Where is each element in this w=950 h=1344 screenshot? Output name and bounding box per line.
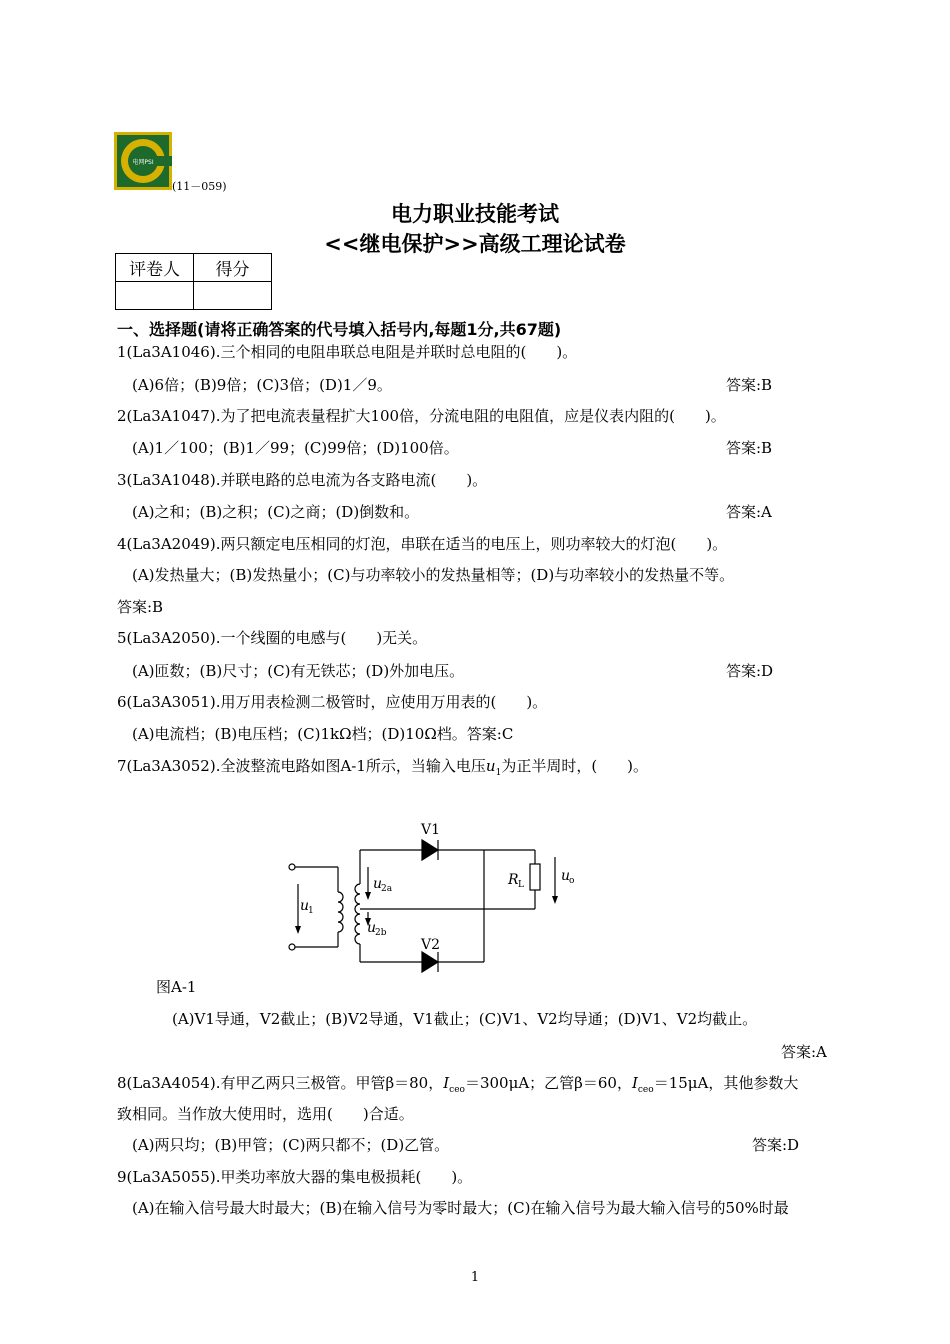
question-6: 6(La3A3051).用万用表检测二极管时，应使用万用表的( )。	[117, 693, 548, 711]
question-8-line2: 致相同。当作放大使用时，选用( )合适。	[117, 1105, 414, 1123]
question-8-part-c: ＝15μA，其他参数大	[653, 1074, 799, 1092]
input-terminal-top	[289, 864, 295, 870]
logo-text: 电网PSI	[132, 159, 154, 166]
u1-arrow	[295, 926, 301, 934]
question-1-answer: 答案:B	[726, 376, 773, 394]
label-rl-sub: L	[518, 880, 524, 890]
question-8-options: (A)两只均；(B)甲管；(C)两只都不；(D)乙管。	[132, 1136, 450, 1154]
label-u1: u	[300, 898, 310, 914]
question-7-suffix: 为正半周时，( )。	[501, 757, 649, 775]
title-line2: <<继电保护>>高级工理论试卷	[324, 232, 626, 256]
page-number: 1	[470, 1270, 480, 1285]
question-2-answer: 答案:B	[726, 439, 773, 457]
score-cell-score	[194, 282, 272, 310]
question-8-part-b: ＝300μA；乙管β＝60，	[464, 1074, 632, 1092]
score-cell-grader	[116, 282, 194, 310]
question-3-answer: 答案:A	[726, 503, 772, 521]
question-7	[117, 755, 648, 778]
label-u2b-sub: 2b	[375, 928, 387, 938]
question-4: 4(La3A2049).两只额定电压相同的灯泡，串联在适当的电压上，则功率较大的灯泡( )。	[117, 535, 728, 553]
score-table	[115, 253, 272, 310]
uo-arrow	[552, 896, 558, 904]
question-7-options: (A)V1导通，V2截止；(B)V2导通，V1截止；(C)V1、V2均导通；(D)V1、V2均截止。	[172, 1010, 758, 1028]
label-u1-sub: 1	[308, 906, 314, 916]
question-7-prefix: 7(La3A3052).全波整流电路如图A-1所示，当输入电压	[117, 757, 486, 775]
question-8-isub-a: ceo	[449, 1085, 465, 1095]
circuit-diagram	[270, 812, 590, 982]
question-8-isub-b: ceo	[637, 1085, 654, 1095]
question-1-options: (A)6倍；(B)9倍；(C)3倍；(D)1／9。	[132, 376, 392, 394]
question-9: 9(La3A5055).甲类功率放大器的集电极损耗( )。	[117, 1168, 473, 1186]
figure-label: 图A-1	[156, 978, 197, 996]
question-6-options: (A)电流档；(B)电压档；(C)1kΩ档；(D)10Ω档。答案:C	[132, 725, 514, 743]
question-9-options: (A)在输入信号最大时最大；(B)在输入信号为零时最大；(C)在输入信号为最大输入信号的50%时最	[132, 1199, 789, 1217]
question-7-sub: 1	[495, 768, 502, 778]
label-v1: V1	[421, 822, 441, 838]
score-header-grader: 评卷人	[116, 254, 194, 282]
label-uo-sub: o	[569, 876, 575, 886]
question-7-var: u	[485, 757, 496, 775]
question-3: 3(La3A1048).并联电路的总电流为各支路电流( )。	[117, 471, 488, 489]
label-u2a: u	[373, 876, 383, 892]
question-5-options: (A)匝数；(B)尺寸；(C)有无铁芯；(D)外加电压。	[132, 662, 465, 680]
load-resistor	[530, 864, 540, 890]
section-title: 一、选择题(请将正确答案的代号填入括号内,每题1分,共67题)	[117, 320, 562, 339]
question-8-part-a: 8(La3A4054).有甲乙两只三极管。甲管β＝80，	[117, 1074, 444, 1092]
question-2-options: (A)1／100；(B)1／99；(C)99倍；(D)100倍。	[132, 439, 459, 457]
primary-coil	[338, 892, 343, 932]
score-header-score: 得分	[194, 254, 272, 282]
question-1: 1(La3A1046).三个相同的电阻串联总电阻是并联时总电阻的( )。	[117, 343, 578, 361]
question-4-options: (A)发热量大；(B)发热量小；(C)与功率较小的发热量相等；(D)与功率较小的发热量不等。	[132, 566, 735, 584]
secondary-coil	[355, 884, 360, 944]
question-8	[117, 1072, 798, 1095]
logo	[114, 132, 172, 190]
question-5: 5(La3A2050).一个线圈的电感与( )无关。	[117, 629, 428, 647]
question-5-answer: 答案:D	[726, 662, 774, 680]
input-terminal-bottom	[289, 944, 295, 950]
question-4-answer: 答案:B	[117, 598, 164, 616]
question-2: 2(La3A1047).为了把电流表量程扩大100倍，分流电阻的电阻值，应是仪表内阻的( )。	[117, 407, 726, 425]
label-u2a-sub: 2a	[381, 884, 393, 894]
question-3-options: (A)之和；(B)之积；(C)之商；(D)倒数和。	[132, 503, 420, 521]
doc-code: (11－059)	[172, 180, 227, 193]
u2a-arrow	[365, 892, 371, 900]
question-7-answer: 答案:A	[781, 1043, 827, 1061]
question-8-ivar-b: I	[631, 1074, 638, 1092]
diode-v2	[422, 952, 438, 972]
question-8-answer: 答案:D	[752, 1136, 800, 1154]
label-uo: u	[561, 868, 571, 884]
label-rl: R	[508, 872, 519, 888]
label-u2b: u	[367, 920, 377, 936]
label-v2: V2	[421, 937, 441, 953]
title-line1: 电力职业技能考试	[391, 202, 559, 226]
question-8-ivar-a: I	[443, 1074, 450, 1092]
diode-v1	[422, 840, 438, 860]
